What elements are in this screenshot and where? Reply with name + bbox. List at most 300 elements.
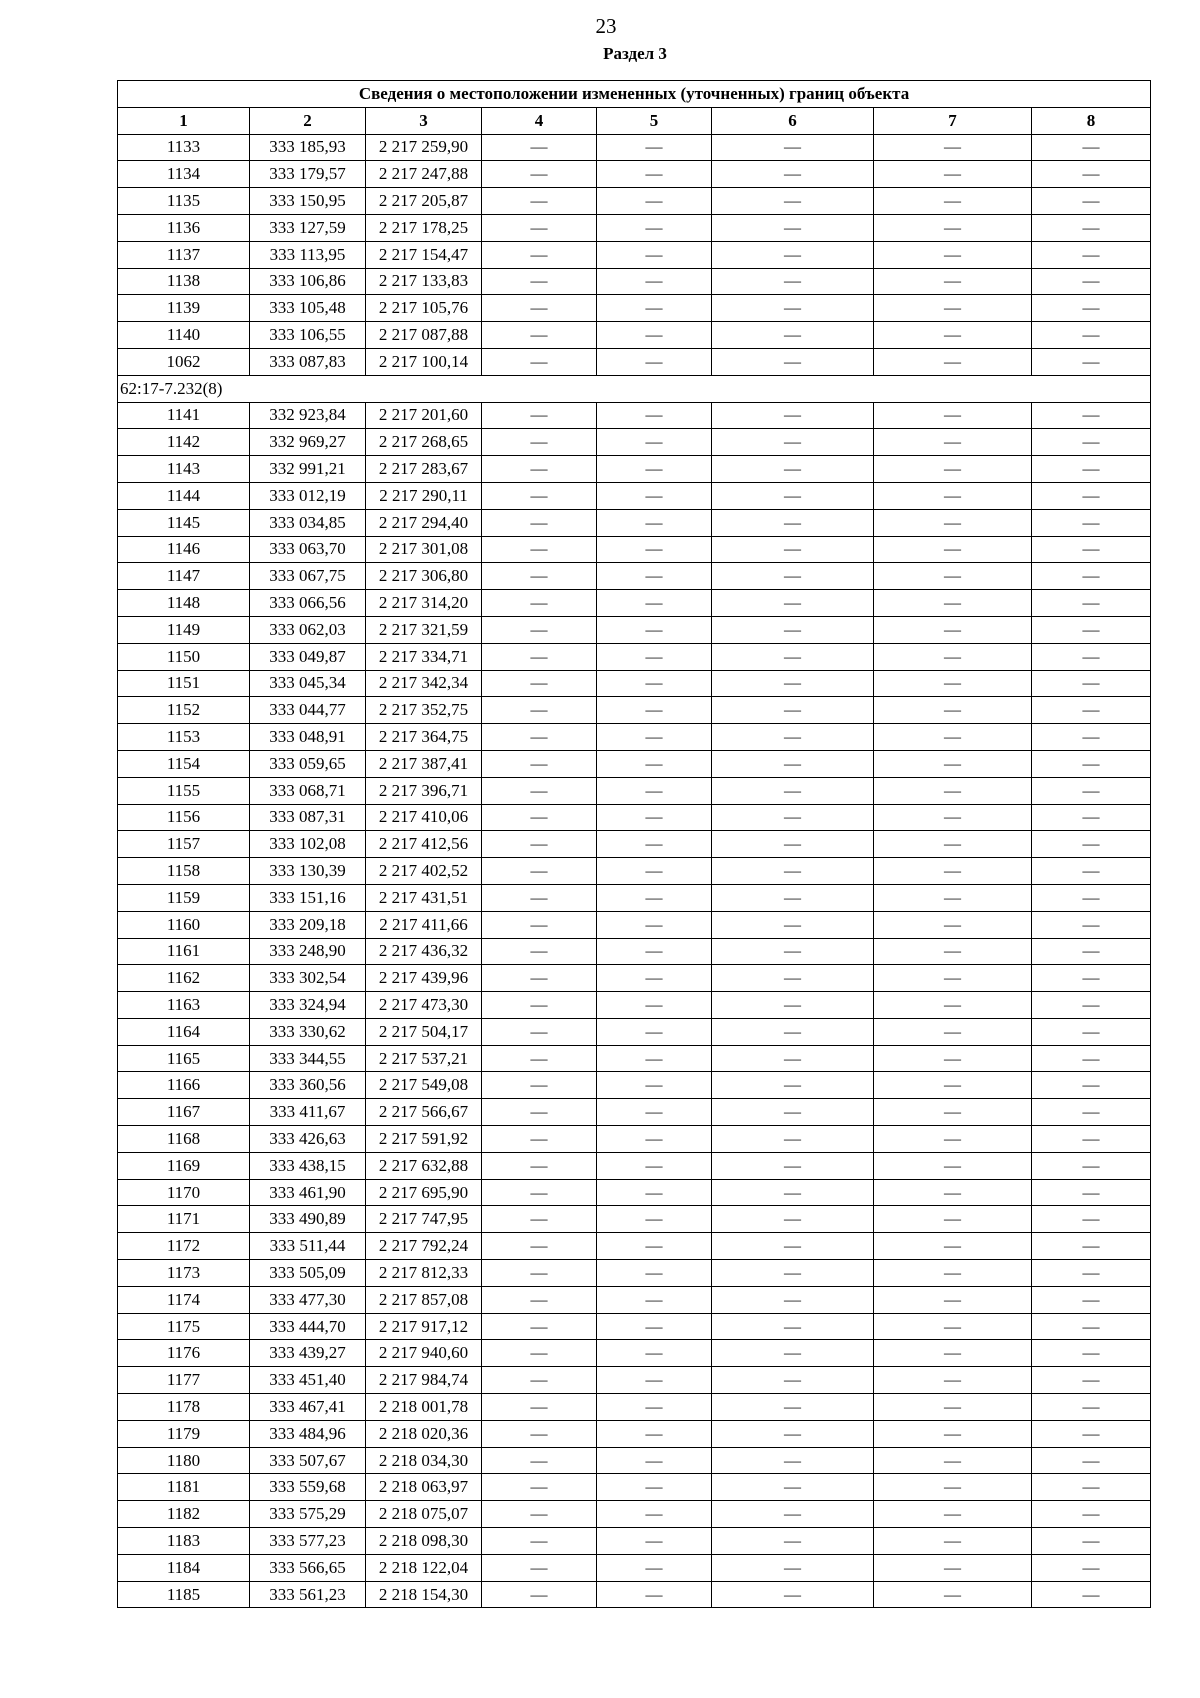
- empty-value-cell: —: [482, 1340, 597, 1367]
- empty-value-cell: —: [712, 1313, 874, 1340]
- empty-value-cell: —: [482, 777, 597, 804]
- point-number-cell: 1169: [118, 1152, 250, 1179]
- table-row: [118, 1554, 1151, 1581]
- coordinates-table: [117, 80, 1151, 1608]
- empty-value-cell: —: [597, 884, 712, 911]
- point-number-cell: 1142: [118, 429, 250, 456]
- y-coordinate-cell: 2 217 436,32: [366, 938, 482, 965]
- empty-value-cell: —: [1032, 134, 1151, 161]
- table-row: [118, 1233, 1151, 1260]
- point-number-cell: 1137: [118, 241, 250, 268]
- x-coordinate-cell: 333 127,59: [250, 214, 366, 241]
- point-number-cell: 1184: [118, 1554, 250, 1581]
- empty-value-cell: —: [482, 295, 597, 322]
- table-row: [118, 1179, 1151, 1206]
- x-coordinate-cell: 333 444,70: [250, 1313, 366, 1340]
- y-coordinate-cell: 2 217 537,21: [366, 1045, 482, 1072]
- y-coordinate-cell: 2 217 247,88: [366, 161, 482, 188]
- empty-value-cell: —: [1032, 911, 1151, 938]
- x-coordinate-cell: 333 049,87: [250, 643, 366, 670]
- x-coordinate-cell: 333 461,90: [250, 1179, 366, 1206]
- table-row: [118, 1420, 1151, 1447]
- table-row: [118, 1340, 1151, 1367]
- table-row: [118, 697, 1151, 724]
- empty-value-cell: —: [1032, 643, 1151, 670]
- point-number-cell: 1149: [118, 616, 250, 643]
- y-coordinate-cell: 2 217 087,88: [366, 322, 482, 349]
- table-row: [118, 402, 1151, 429]
- empty-value-cell: —: [1032, 214, 1151, 241]
- empty-value-cell: —: [482, 831, 597, 858]
- empty-value-cell: —: [597, 322, 712, 349]
- empty-value-cell: —: [712, 938, 874, 965]
- empty-value-cell: —: [597, 1099, 712, 1126]
- x-coordinate-cell: 333 012,19: [250, 482, 366, 509]
- empty-value-cell: —: [874, 777, 1032, 804]
- y-coordinate-cell: 2 217 473,30: [366, 992, 482, 1019]
- point-number-cell: 1177: [118, 1367, 250, 1394]
- x-coordinate-cell: 332 969,27: [250, 429, 366, 456]
- empty-value-cell: —: [1032, 750, 1151, 777]
- table-row: [118, 616, 1151, 643]
- x-coordinate-cell: 333 575,29: [250, 1501, 366, 1528]
- y-coordinate-cell: 2 218 154,30: [366, 1581, 482, 1608]
- empty-value-cell: —: [482, 1179, 597, 1206]
- table-row: [118, 884, 1151, 911]
- empty-value-cell: —: [712, 590, 874, 617]
- point-number-cell: 1144: [118, 482, 250, 509]
- empty-value-cell: —: [712, 884, 874, 911]
- empty-value-cell: —: [597, 214, 712, 241]
- x-coordinate-cell: 333 561,23: [250, 1581, 366, 1608]
- y-coordinate-cell: 2 217 283,67: [366, 456, 482, 483]
- empty-value-cell: —: [712, 643, 874, 670]
- x-coordinate-cell: 333 511,44: [250, 1233, 366, 1260]
- empty-value-cell: —: [482, 697, 597, 724]
- y-coordinate-cell: 2 217 321,59: [366, 616, 482, 643]
- empty-value-cell: —: [874, 563, 1032, 590]
- y-coordinate-cell: 2 217 984,74: [366, 1367, 482, 1394]
- y-coordinate-cell: 2 217 632,88: [366, 1152, 482, 1179]
- empty-value-cell: —: [1032, 884, 1151, 911]
- table-row: [118, 1260, 1151, 1287]
- column-header: 5: [597, 107, 712, 134]
- empty-value-cell: —: [597, 697, 712, 724]
- empty-value-cell: —: [482, 134, 597, 161]
- empty-value-cell: —: [1032, 1286, 1151, 1313]
- y-coordinate-cell: 2 218 020,36: [366, 1420, 482, 1447]
- point-number-cell: 1154: [118, 750, 250, 777]
- empty-value-cell: —: [1032, 1528, 1151, 1555]
- empty-value-cell: —: [712, 402, 874, 429]
- empty-value-cell: —: [1032, 1394, 1151, 1421]
- empty-value-cell: —: [482, 429, 597, 456]
- empty-value-cell: —: [874, 482, 1032, 509]
- x-coordinate-cell: 333 062,03: [250, 616, 366, 643]
- y-coordinate-cell: 2 217 412,56: [366, 831, 482, 858]
- empty-value-cell: —: [482, 188, 597, 215]
- empty-value-cell: —: [1032, 348, 1151, 375]
- empty-value-cell: —: [874, 402, 1032, 429]
- empty-value-cell: —: [482, 563, 597, 590]
- table-row: [118, 214, 1151, 241]
- column-header: 8: [1032, 107, 1151, 134]
- empty-value-cell: —: [597, 482, 712, 509]
- empty-value-cell: —: [712, 1394, 874, 1421]
- empty-value-cell: —: [1032, 241, 1151, 268]
- point-number-cell: 1181: [118, 1474, 250, 1501]
- y-coordinate-cell: 2 217 342,34: [366, 670, 482, 697]
- y-coordinate-cell: 2 218 075,07: [366, 1501, 482, 1528]
- point-number-cell: 1133: [118, 134, 250, 161]
- point-number-cell: 1168: [118, 1126, 250, 1153]
- point-number-cell: 1158: [118, 858, 250, 885]
- y-coordinate-cell: 2 217 387,41: [366, 750, 482, 777]
- table-row: [118, 536, 1151, 563]
- point-number-cell: 1165: [118, 1045, 250, 1072]
- empty-value-cell: —: [712, 1474, 874, 1501]
- point-number-cell: 1185: [118, 1581, 250, 1608]
- point-number-cell: 1173: [118, 1260, 250, 1287]
- empty-value-cell: —: [482, 348, 597, 375]
- x-coordinate-cell: 333 087,31: [250, 804, 366, 831]
- empty-value-cell: —: [712, 322, 874, 349]
- empty-value-cell: —: [1032, 188, 1151, 215]
- x-coordinate-cell: 333 105,48: [250, 295, 366, 322]
- empty-value-cell: —: [1032, 938, 1151, 965]
- empty-value-cell: —: [597, 161, 712, 188]
- empty-value-cell: —: [874, 1233, 1032, 1260]
- x-coordinate-cell: 333 151,16: [250, 884, 366, 911]
- table-row: [118, 750, 1151, 777]
- point-number-cell: 1152: [118, 697, 250, 724]
- empty-value-cell: —: [874, 697, 1032, 724]
- x-coordinate-cell: 333 484,96: [250, 1420, 366, 1447]
- column-header-row: [118, 107, 1151, 134]
- table-row: [118, 322, 1151, 349]
- x-coordinate-cell: 333 248,90: [250, 938, 366, 965]
- empty-value-cell: —: [597, 1528, 712, 1555]
- empty-value-cell: —: [597, 295, 712, 322]
- y-coordinate-cell: 2 217 364,75: [366, 724, 482, 751]
- empty-value-cell: —: [482, 911, 597, 938]
- empty-value-cell: —: [482, 1126, 597, 1153]
- empty-value-cell: —: [482, 214, 597, 241]
- point-number-cell: 1178: [118, 1394, 250, 1421]
- empty-value-cell: —: [482, 750, 597, 777]
- y-coordinate-cell: 2 217 439,96: [366, 965, 482, 992]
- page-number: 23: [595, 14, 617, 38]
- y-coordinate-cell: 2 218 098,30: [366, 1528, 482, 1555]
- empty-value-cell: —: [1032, 858, 1151, 885]
- table-row: [118, 911, 1151, 938]
- y-coordinate-cell: 2 217 352,75: [366, 697, 482, 724]
- point-number-cell: 1170: [118, 1179, 250, 1206]
- point-number-cell: 1139: [118, 295, 250, 322]
- table-row: [118, 1286, 1151, 1313]
- x-coordinate-cell: 333 324,94: [250, 992, 366, 1019]
- empty-value-cell: —: [597, 1206, 712, 1233]
- y-coordinate-cell: 2 217 940,60: [366, 1340, 482, 1367]
- y-coordinate-cell: 2 217 566,67: [366, 1099, 482, 1126]
- x-coordinate-cell: 333 179,57: [250, 161, 366, 188]
- empty-value-cell: —: [597, 1072, 712, 1099]
- empty-value-cell: —: [1032, 1260, 1151, 1287]
- table-row: [118, 1072, 1151, 1099]
- empty-value-cell: —: [597, 1313, 712, 1340]
- y-coordinate-cell: 2 217 402,52: [366, 858, 482, 885]
- empty-value-cell: —: [482, 938, 597, 965]
- empty-value-cell: —: [597, 1340, 712, 1367]
- empty-value-cell: —: [597, 1554, 712, 1581]
- y-coordinate-cell: 2 217 431,51: [366, 884, 482, 911]
- empty-value-cell: —: [712, 858, 874, 885]
- empty-value-cell: —: [597, 1018, 712, 1045]
- table-row: [118, 1018, 1151, 1045]
- empty-value-cell: —: [482, 724, 597, 751]
- empty-value-cell: —: [712, 214, 874, 241]
- empty-value-cell: —: [874, 616, 1032, 643]
- table-row: [118, 429, 1151, 456]
- x-coordinate-cell: 333 467,41: [250, 1394, 366, 1421]
- column-header: 4: [482, 107, 597, 134]
- x-coordinate-cell: 333 477,30: [250, 1286, 366, 1313]
- empty-value-cell: —: [712, 965, 874, 992]
- empty-value-cell: —: [1032, 563, 1151, 590]
- empty-value-cell: —: [1032, 965, 1151, 992]
- section-title: Раздел 3: [603, 44, 667, 63]
- empty-value-cell: —: [597, 1179, 712, 1206]
- empty-value-cell: —: [597, 831, 712, 858]
- x-coordinate-cell: 333 102,08: [250, 831, 366, 858]
- empty-value-cell: —: [874, 1045, 1032, 1072]
- point-number-cell: 1148: [118, 590, 250, 617]
- empty-value-cell: —: [482, 965, 597, 992]
- table-row: [118, 831, 1151, 858]
- x-coordinate-cell: 333 439,27: [250, 1340, 366, 1367]
- point-number-cell: 1135: [118, 188, 250, 215]
- point-number-cell: 1146: [118, 536, 250, 563]
- empty-value-cell: —: [482, 1099, 597, 1126]
- empty-value-cell: —: [1032, 482, 1151, 509]
- empty-value-cell: —: [1032, 804, 1151, 831]
- empty-value-cell: —: [597, 268, 712, 295]
- empty-value-cell: —: [874, 429, 1032, 456]
- empty-value-cell: —: [874, 1367, 1032, 1394]
- empty-value-cell: —: [874, 1340, 1032, 1367]
- y-coordinate-cell: 2 217 133,83: [366, 268, 482, 295]
- empty-value-cell: —: [1032, 724, 1151, 751]
- y-coordinate-cell: 2 217 549,08: [366, 1072, 482, 1099]
- empty-value-cell: —: [482, 1528, 597, 1555]
- empty-value-cell: —: [712, 992, 874, 1019]
- empty-value-cell: —: [482, 536, 597, 563]
- table-row: [118, 161, 1151, 188]
- empty-value-cell: —: [874, 1152, 1032, 1179]
- table-row: [118, 134, 1151, 161]
- table-row: [118, 563, 1151, 590]
- table-row: [118, 804, 1151, 831]
- y-coordinate-cell: 2 217 178,25: [366, 214, 482, 241]
- empty-value-cell: —: [1032, 1447, 1151, 1474]
- column-header: 1: [118, 107, 250, 134]
- empty-value-cell: —: [874, 295, 1032, 322]
- empty-value-cell: —: [712, 1528, 874, 1555]
- empty-value-cell: —: [874, 536, 1032, 563]
- empty-value-cell: —: [1032, 1072, 1151, 1099]
- empty-value-cell: —: [874, 188, 1032, 215]
- empty-value-cell: —: [1032, 1018, 1151, 1045]
- point-number-cell: 1176: [118, 1340, 250, 1367]
- empty-value-cell: —: [712, 1233, 874, 1260]
- y-coordinate-cell: 2 217 154,47: [366, 241, 482, 268]
- empty-value-cell: —: [874, 724, 1032, 751]
- x-coordinate-cell: 333 505,09: [250, 1260, 366, 1287]
- empty-value-cell: —: [874, 1581, 1032, 1608]
- empty-value-cell: —: [597, 563, 712, 590]
- x-coordinate-cell: 333 059,65: [250, 750, 366, 777]
- point-number-cell: 1182: [118, 1501, 250, 1528]
- empty-value-cell: —: [1032, 697, 1151, 724]
- point-number-cell: 1161: [118, 938, 250, 965]
- point-number-cell: 1155: [118, 777, 250, 804]
- section-label: 62:17-7.232(8): [118, 375, 1151, 402]
- empty-value-cell: —: [874, 1286, 1032, 1313]
- empty-value-cell: —: [712, 295, 874, 322]
- empty-value-cell: —: [712, 1045, 874, 1072]
- empty-value-cell: —: [597, 509, 712, 536]
- empty-value-cell: —: [1032, 1179, 1151, 1206]
- point-number-cell: 1145: [118, 509, 250, 536]
- empty-value-cell: —: [597, 1447, 712, 1474]
- empty-value-cell: —: [874, 643, 1032, 670]
- empty-value-cell: —: [712, 536, 874, 563]
- point-number-cell: 1134: [118, 161, 250, 188]
- empty-value-cell: —: [482, 1260, 597, 1287]
- empty-value-cell: —: [1032, 1581, 1151, 1608]
- point-number-cell: 1140: [118, 322, 250, 349]
- y-coordinate-cell: 2 217 294,40: [366, 509, 482, 536]
- empty-value-cell: —: [712, 1260, 874, 1287]
- empty-value-cell: —: [1032, 1340, 1151, 1367]
- y-coordinate-cell: 2 217 504,17: [366, 1018, 482, 1045]
- y-coordinate-cell: 2 217 306,80: [366, 563, 482, 590]
- empty-value-cell: —: [874, 938, 1032, 965]
- empty-value-cell: —: [874, 1501, 1032, 1528]
- table-row: [118, 590, 1151, 617]
- empty-value-cell: —: [874, 965, 1032, 992]
- point-number-cell: 1163: [118, 992, 250, 1019]
- empty-value-cell: —: [712, 1286, 874, 1313]
- table-row: [118, 858, 1151, 885]
- empty-value-cell: —: [1032, 616, 1151, 643]
- y-coordinate-cell: 2 217 290,11: [366, 482, 482, 509]
- x-coordinate-cell: 333 044,77: [250, 697, 366, 724]
- y-coordinate-cell: 2 217 301,08: [366, 536, 482, 563]
- empty-value-cell: —: [1032, 777, 1151, 804]
- empty-value-cell: —: [482, 482, 597, 509]
- x-coordinate-cell: 333 507,67: [250, 1447, 366, 1474]
- empty-value-cell: —: [874, 214, 1032, 241]
- empty-value-cell: —: [712, 724, 874, 751]
- empty-value-cell: —: [1032, 992, 1151, 1019]
- empty-value-cell: —: [482, 1447, 597, 1474]
- empty-value-cell: —: [712, 482, 874, 509]
- empty-value-cell: —: [482, 1501, 597, 1528]
- empty-value-cell: —: [712, 563, 874, 590]
- table-row: [118, 509, 1151, 536]
- point-number-cell: 1159: [118, 884, 250, 911]
- table-row: [118, 724, 1151, 751]
- empty-value-cell: —: [597, 804, 712, 831]
- y-coordinate-cell: 2 218 063,97: [366, 1474, 482, 1501]
- table-row: [118, 1528, 1151, 1555]
- empty-value-cell: —: [1032, 590, 1151, 617]
- point-number-cell: 1136: [118, 214, 250, 241]
- empty-value-cell: —: [1032, 831, 1151, 858]
- empty-value-cell: —: [597, 590, 712, 617]
- empty-value-cell: —: [1032, 1313, 1151, 1340]
- empty-value-cell: —: [712, 1367, 874, 1394]
- empty-value-cell: —: [597, 1581, 712, 1608]
- empty-value-cell: —: [597, 724, 712, 751]
- y-coordinate-cell: 2 217 100,14: [366, 348, 482, 375]
- empty-value-cell: —: [712, 268, 874, 295]
- empty-value-cell: —: [597, 188, 712, 215]
- empty-value-cell: —: [712, 777, 874, 804]
- table-row: [118, 1206, 1151, 1233]
- y-coordinate-cell: 2 217 917,12: [366, 1313, 482, 1340]
- empty-value-cell: —: [874, 1072, 1032, 1099]
- x-coordinate-cell: 333 066,56: [250, 590, 366, 617]
- point-number-cell: 1174: [118, 1286, 250, 1313]
- empty-value-cell: —: [482, 1018, 597, 1045]
- empty-value-cell: —: [482, 616, 597, 643]
- empty-value-cell: —: [482, 1420, 597, 1447]
- table-row: [118, 938, 1151, 965]
- empty-value-cell: —: [482, 241, 597, 268]
- empty-value-cell: —: [597, 911, 712, 938]
- empty-value-cell: —: [482, 590, 597, 617]
- empty-value-cell: —: [712, 1099, 874, 1126]
- empty-value-cell: —: [482, 1233, 597, 1260]
- empty-value-cell: —: [874, 134, 1032, 161]
- y-coordinate-cell: 2 217 396,71: [366, 777, 482, 804]
- table-row: [118, 965, 1151, 992]
- x-coordinate-cell: 333 209,18: [250, 911, 366, 938]
- empty-value-cell: —: [712, 188, 874, 215]
- empty-value-cell: —: [712, 1420, 874, 1447]
- empty-value-cell: —: [482, 456, 597, 483]
- point-number-cell: 1156: [118, 804, 250, 831]
- empty-value-cell: —: [482, 1286, 597, 1313]
- table-row: [118, 295, 1151, 322]
- empty-value-cell: —: [874, 322, 1032, 349]
- empty-value-cell: —: [874, 1474, 1032, 1501]
- point-number-cell: 1167: [118, 1099, 250, 1126]
- x-coordinate-cell: 333 150,95: [250, 188, 366, 215]
- empty-value-cell: —: [597, 643, 712, 670]
- empty-value-cell: —: [874, 858, 1032, 885]
- empty-value-cell: —: [1032, 536, 1151, 563]
- empty-value-cell: —: [874, 268, 1032, 295]
- empty-value-cell: —: [597, 670, 712, 697]
- empty-value-cell: —: [1032, 1554, 1151, 1581]
- empty-value-cell: —: [482, 858, 597, 885]
- table-row: [118, 1581, 1151, 1608]
- empty-value-cell: —: [1032, 1045, 1151, 1072]
- empty-value-cell: —: [874, 1260, 1032, 1287]
